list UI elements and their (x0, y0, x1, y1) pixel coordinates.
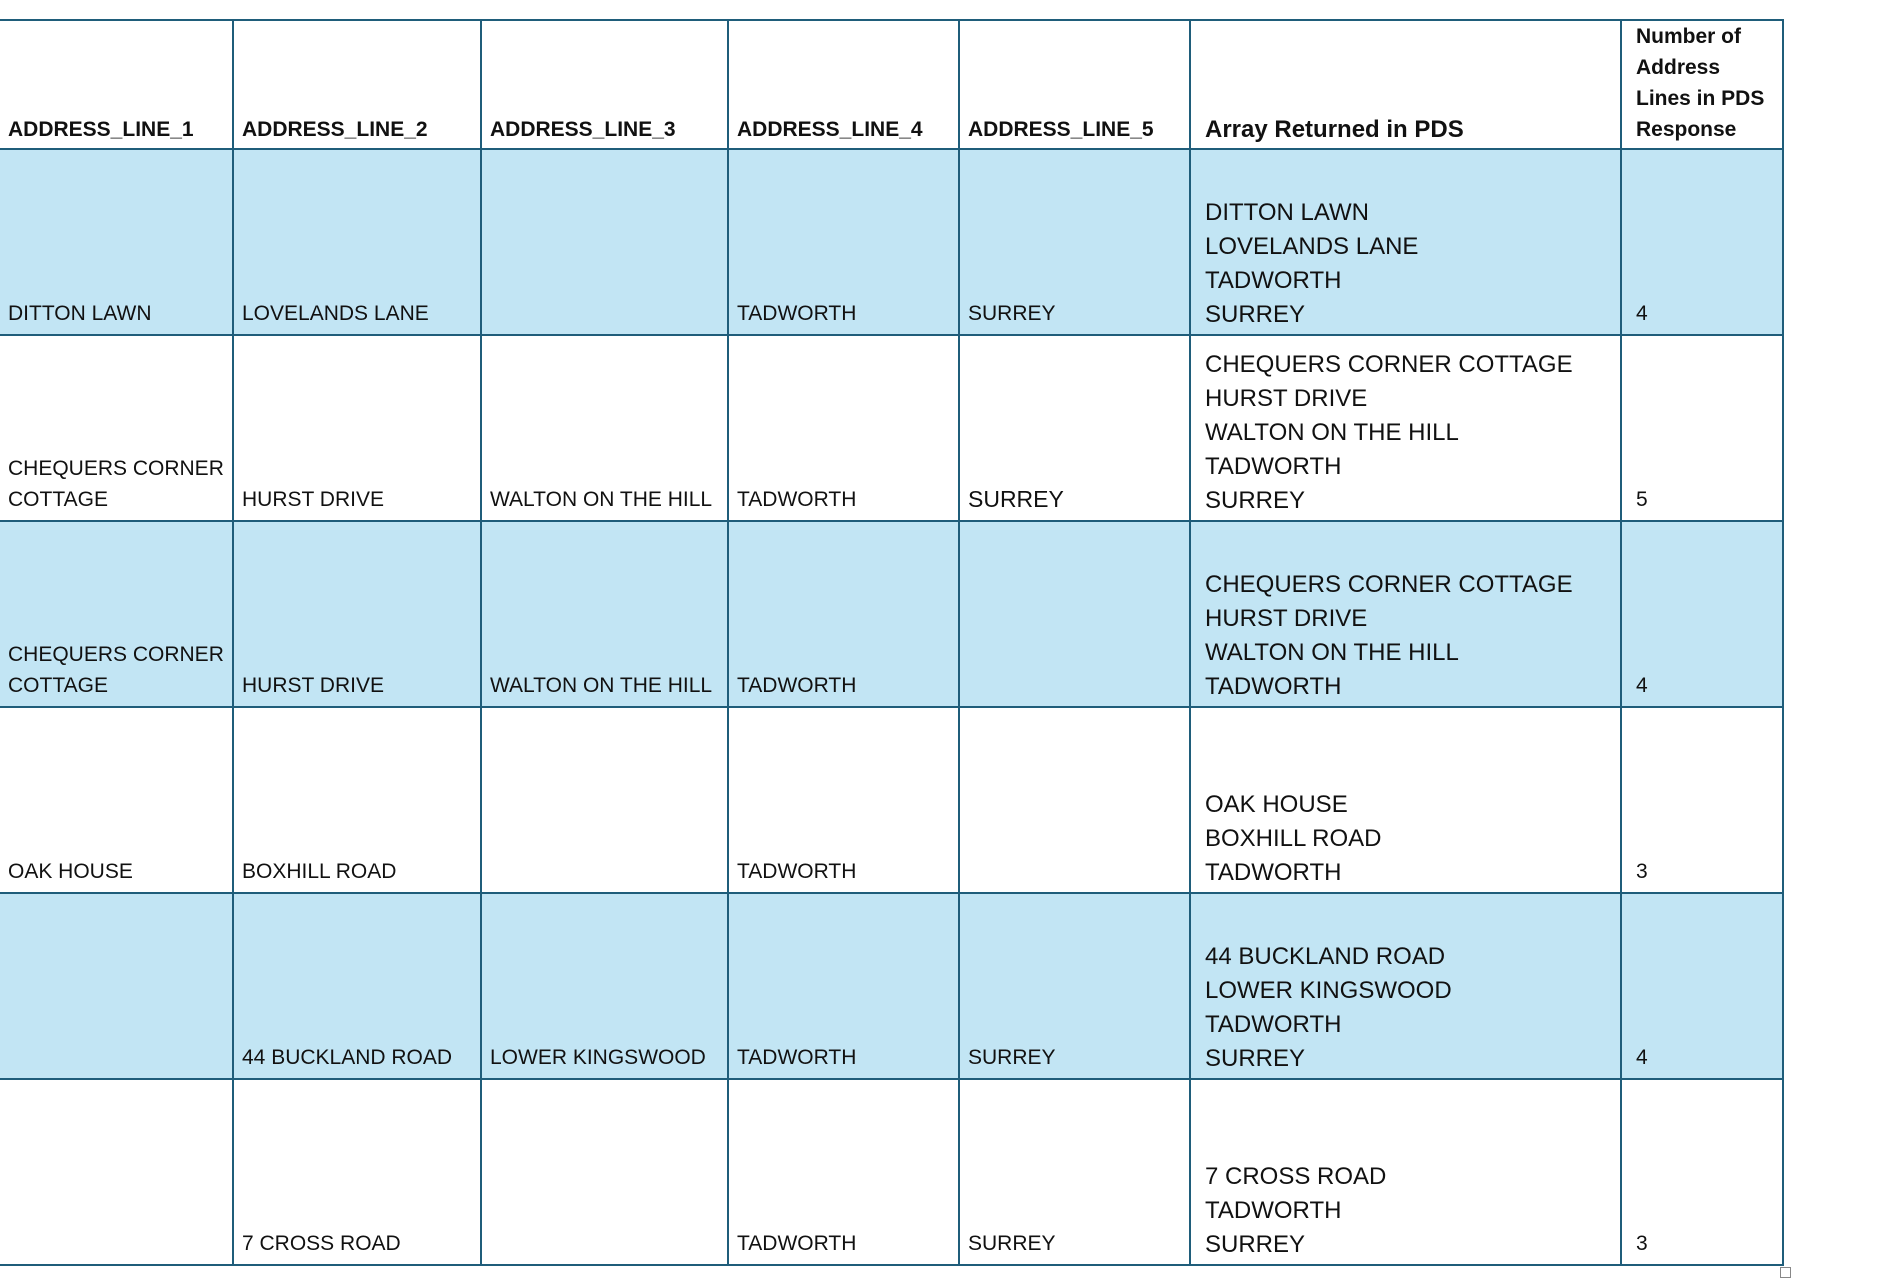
array-line: TADWORTH (1205, 673, 1342, 700)
array-line: HURST DRIVE (1205, 605, 1368, 632)
cell-array-returned (1190, 707, 1621, 893)
cell-address-line-5: SURREY (959, 335, 1190, 521)
header-row (0, 20, 1783, 149)
array-line: CHEQUERS CORNER COTTAGE (1205, 351, 1573, 378)
table-body (0, 149, 1783, 1265)
table-row (0, 149, 1783, 335)
array-line: WALTON ON THE HILL (1205, 639, 1459, 666)
table-resize-handle[interactable] (1780, 1267, 1791, 1278)
cell-address-line-4: TADWORTH (728, 521, 959, 707)
array-line: 44 BUCKLAND ROAD (1205, 943, 1446, 970)
cell-array-returned (1190, 521, 1621, 707)
array-line: SURREY (1205, 1045, 1306, 1072)
cell-address-line-3: WALTON ON THE HILL (481, 521, 728, 707)
cell-address-line-1 (0, 1079, 233, 1265)
header-array-returned: Array Returned in PDS (1190, 20, 1621, 149)
address-table (0, 19, 1784, 1266)
table-row (0, 335, 1783, 521)
cell-address-line-1: DITTON LAWN (0, 149, 233, 335)
cell-line-count: 4 (1621, 521, 1783, 707)
array-line: SURREY (1205, 487, 1306, 514)
cell-address-line-4: TADWORTH (728, 335, 959, 521)
array-line: WALTON ON THE HILL (1205, 419, 1459, 446)
cell-array-returned (1190, 335, 1621, 521)
header-address-line-1: ADDRESS_LINE_1 (0, 20, 233, 149)
header-number-of-lines: Number of Address Lines in PDS Response (1621, 20, 1783, 149)
cell-address-line-2: 7 CROSS ROAD (233, 1079, 481, 1265)
array-line: TADWORTH (1205, 859, 1342, 886)
cell-address-line-5: SURREY (959, 149, 1190, 335)
array-line: SURREY (1205, 1231, 1306, 1258)
cell-address-line-5: SURREY (959, 1079, 1190, 1265)
array-line: DITTON LAWN (1205, 199, 1370, 226)
cell-array-returned (1190, 1079, 1621, 1265)
header-address-line-3: ADDRESS_LINE_3 (481, 20, 728, 149)
cell-address-line-5 (959, 707, 1190, 893)
cell-address-line-5: SURREY (959, 893, 1190, 1079)
header-address-line-2: ADDRESS_LINE_2 (233, 20, 481, 149)
array-line: TADWORTH (1205, 267, 1342, 294)
cell-address-line-2: 44 BUCKLAND ROAD (233, 893, 481, 1079)
cell-address-line-5 (959, 521, 1190, 707)
array-line: TADWORTH (1205, 1011, 1342, 1038)
array-line: LOWER KINGSWOOD (1205, 977, 1452, 1004)
cell-address-line-2: LOVELANDS LANE (233, 149, 481, 335)
header-address-line-4: ADDRESS_LINE_4 (728, 20, 959, 149)
array-line: TADWORTH (1205, 1197, 1342, 1224)
cell-line-count: 4 (1621, 893, 1783, 1079)
array-line: 7 CROSS ROAD (1205, 1163, 1387, 1190)
cell-address-line-3: WALTON ON THE HILL (481, 335, 728, 521)
cell-address-line-2: HURST DRIVE (233, 521, 481, 707)
cell-address-line-4: TADWORTH (728, 1079, 959, 1265)
cell-line-count: 3 (1621, 707, 1783, 893)
cell-address-line-3 (481, 707, 728, 893)
cell-address-line-3 (481, 1079, 728, 1265)
array-line: TADWORTH (1205, 453, 1342, 480)
cell-array-returned (1190, 149, 1621, 335)
cell-address-line-3: LOWER KINGSWOOD (481, 893, 728, 1079)
table-row (0, 521, 1783, 707)
cell-address-line-1: CHEQUERS CORNER COTTAGE (0, 335, 233, 521)
cell-address-line-1: OAK HOUSE (0, 707, 233, 893)
cell-address-line-4: TADWORTH (728, 707, 959, 893)
array-line: OAK HOUSE (1205, 791, 1348, 818)
cell-line-count: 3 (1621, 1079, 1783, 1265)
header-address-line-5: ADDRESS_LINE_5 (959, 20, 1190, 149)
cell-array-returned (1190, 893, 1621, 1079)
cell-line-count: 5 (1621, 335, 1783, 521)
array-line: CHEQUERS CORNER COTTAGE (1205, 571, 1573, 598)
cell-address-line-4: TADWORTH (728, 149, 959, 335)
table-row (0, 707, 1783, 893)
table-row (0, 1079, 1783, 1265)
cell-address-line-1 (0, 893, 233, 1079)
cell-address-line-2: BOXHILL ROAD (233, 707, 481, 893)
table-row (0, 893, 1783, 1079)
cell-address-line-4: TADWORTH (728, 893, 959, 1079)
array-line: HURST DRIVE (1205, 385, 1368, 412)
array-line: BOXHILL ROAD (1205, 825, 1382, 852)
cell-address-line-2: HURST DRIVE (233, 335, 481, 521)
array-line: LOVELANDS LANE (1205, 233, 1419, 260)
cell-address-line-1: CHEQUERS CORNER COTTAGE (0, 521, 233, 707)
cell-address-line-3 (481, 149, 728, 335)
array-line: SURREY (1205, 301, 1306, 328)
cell-line-count: 4 (1621, 149, 1783, 335)
